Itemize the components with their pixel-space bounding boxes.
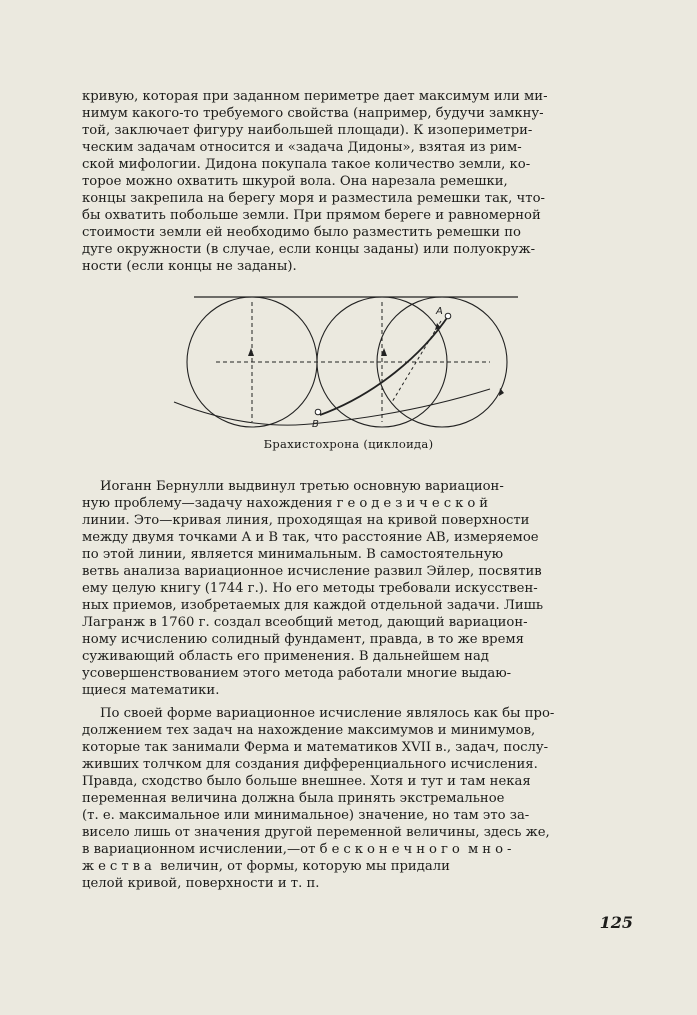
arrow-icon [248,348,254,356]
text-line: стоимости земли ей необходимо было разместить ремешки по [82,225,521,240]
paragraph-bernoulli [82,478,627,699]
text-line [82,858,627,875]
text-line: между двумя точками A и B так, что расстояние AB, измеряемое [82,530,539,545]
text-line: висело лишь от значения другой переменной величины, здесь же, [82,825,550,840]
text-line: которые так занимали Ферма и математиков XVII в., задач, послу- [82,740,549,755]
text-fragment: ную проблему—задачу нахождения [82,496,333,511]
text-line: кривую, которая при заданном периметре дает максимум или ми- [82,89,548,104]
text-line: дуге окружности (в случае, если концы заданы) или полуокруж- [82,242,536,257]
text-line: суживающий область его применения. В дальнейшем над [82,649,489,664]
point-a-label: A [436,306,443,317]
text-line: ческим задачам относится и «задача Дидоны», взятая из рим- [82,140,522,155]
figure-caption: Брахистохрона (циклоида) [263,437,434,451]
point-b-marker [315,409,321,415]
brachistochrone-figure [160,290,540,430]
spaced-term: мно- [468,842,516,857]
text-line: той, заключает фигуру наибольшей площади). К изопериметри- [82,123,533,138]
text-line: (т. е. максимальное или минимальное) значение, но там это за- [82,808,530,823]
spaced-term: геодезической [336,496,493,511]
paragraph-dido-problem [82,88,627,275]
text-line: Иоганн Бернулли выдвинул третью основную вариацион- [100,479,504,494]
text-line: усовершенствованием этого метода работали многие выдаю- [82,666,512,681]
text-line: по этой линии, является минимальным. В самостоятельную [82,547,504,562]
text-line: живших толчком для создания дифференциального исчисления. [82,757,538,772]
text-line: ности (если концы не заданы). [82,259,297,274]
text-line: бы охватить побольше земли. При прямом береге и равномерной [82,208,541,223]
text-line: Лагранж в 1760 г. создал всеобщий метод, дающий вариацион- [82,615,528,630]
text-line: линии. Это—кривая линия, проходящая на кривой поверхности [82,513,530,528]
text-line: торое можно охватить шкурой вола. Она нарезала ремешки, [82,174,508,189]
text-line: концы закрепила на берегу моря и разместила ремешки так, что- [82,191,545,206]
text-line [82,841,627,858]
text-line: Правда, сходство было больше внешнее. Хотя и тут и там некая [82,774,531,789]
spaced-term: жества [82,859,156,874]
text-line: должением тех задач на нахождение максимумов и минимумов, [82,723,536,738]
text-line [82,495,627,512]
text-line: нимум какого-то требуемого свойства (например, будучи замкну- [82,106,544,121]
text-line: переменная величина должна была принять экстремальное [82,791,505,806]
text-line: ных приемов, изобретаемых для каждой отдельной задачи. Лишь [82,598,544,613]
text-line: целой кривой, поверхности и т. п. [82,876,320,891]
text-fragment: величин, от формы, которую мы придали [160,859,450,874]
text-line: ской мифологии. Дидона покупала такое количество земли, ко- [82,157,531,172]
text-line: По своей форме вариационное исчисление являлось как бы про- [100,706,555,721]
brachistochrone-curve [320,315,449,415]
point-a-marker [445,313,451,319]
text-line: ему целую книгу (1744 г.). Но его методы требовали искусствен- [82,581,538,596]
page-number: 125 [599,913,633,932]
text-line: ветвь анализа вариационное исчисление развил Эйлер, посвятив [82,564,542,579]
spaced-term: бесконечного [319,842,464,857]
text-line: щиеся математики. [82,683,220,698]
text-line: ному исчислению солидный фундамент, правда, в то же время [82,632,525,647]
text-fragment: в вариационном исчислении,—от [82,842,316,857]
point-b-label: B [312,419,319,430]
paragraph-variational-calculus [82,705,627,892]
